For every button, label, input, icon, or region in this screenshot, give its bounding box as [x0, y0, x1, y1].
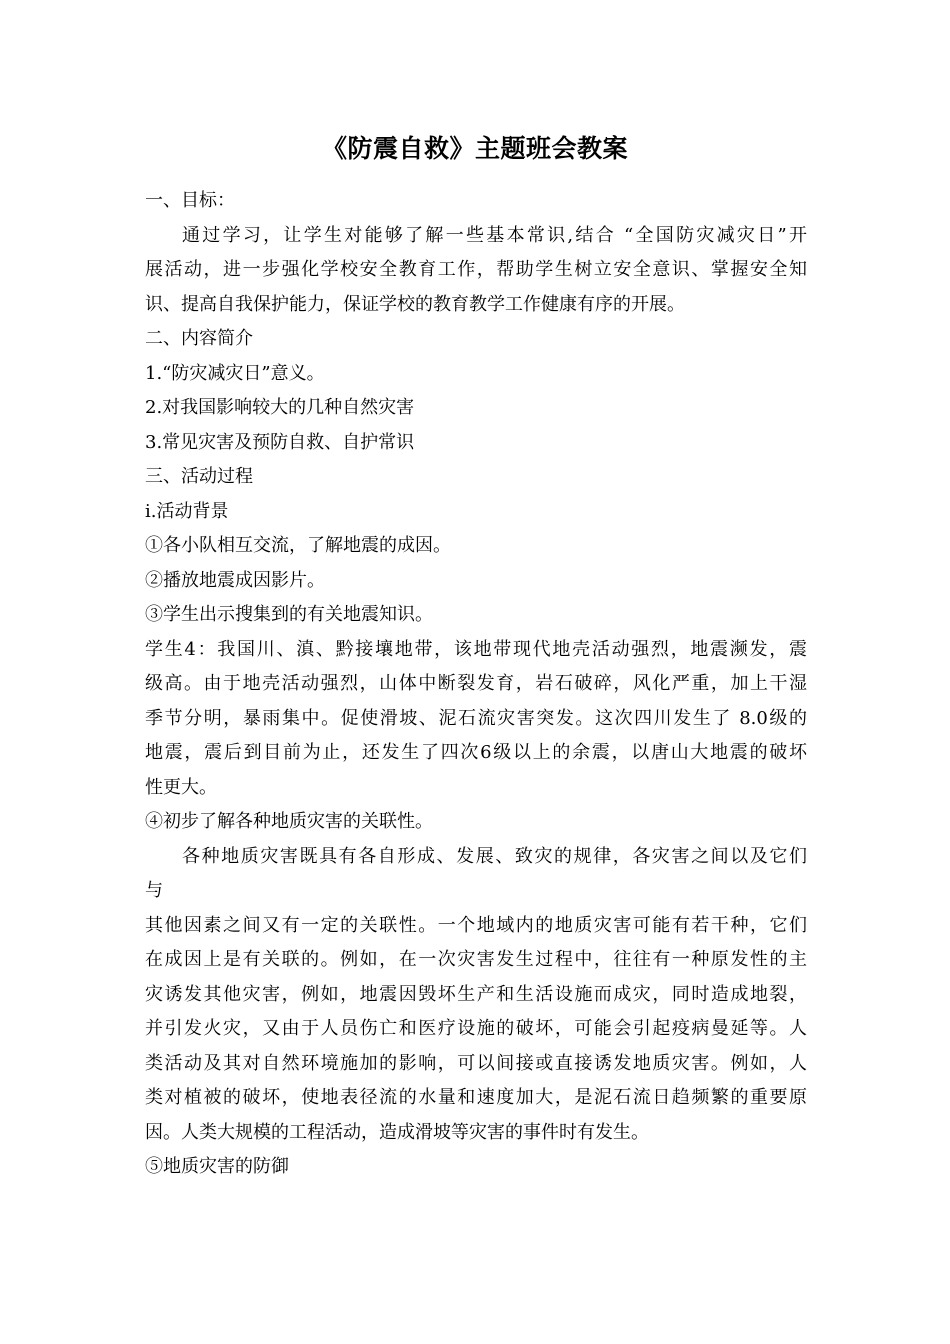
list-item: ②播放地震成因影片。	[145, 569, 325, 591]
paragraph-line: 地震，震后到目前为止，还发生了四次6级以上的余震，以唐山大地震的破坏	[145, 742, 807, 763]
paragraph-line: 级高。由于地壳活动强烈，山体中断裂发育，岩石破碎，风化严重，加上干湿	[145, 673, 807, 694]
paragraph-line: 因。人类大规模的工程活动，造成滑坡等灾害的事件时有发生。	[145, 1121, 649, 1143]
paragraph-line: 通过学习，让学生对能够了解一些基本常识,结合 “全国防灾减灾日”开	[182, 224, 807, 246]
document-title: 《防震自救》主题班会教案	[321, 134, 628, 163]
paragraph-line: 并引发火灾，又由于人员伤亡和医疗设施的破坏，可能会引起疫病曼延等。人	[145, 1018, 807, 1039]
section-heading-process: 三、活动过程	[145, 466, 253, 487]
paragraph-line: 识、提高自我保护能力，保证学校的教育教学工作健康有序的开展。	[145, 293, 685, 315]
paragraph-line: 性更大。	[145, 776, 217, 798]
list-item: ④初步了解各种地质灾害的关联性。	[145, 811, 433, 832]
paragraph-line: 灾诱发其他灾害，例如，地震因毁坏生产和生活设施而成灾，同时造成地裂，	[145, 983, 807, 1005]
list-item: 2.对我国影响较大的几种自然灾害	[145, 397, 415, 418]
list-item: ③学生出示搜集到的有关地震知识。	[145, 604, 433, 625]
list-item: 3.常见灾害及预防自救、自护常识	[145, 431, 415, 453]
paragraph-line: 其他因素之间又有一定的关联性。一个地域内的地质灾害可能有若干种，它们	[145, 914, 807, 936]
paragraph-line: 展活动，进一步强化学校安全教育工作，帮助学生树立安全意识、掌握安全知	[145, 259, 807, 280]
list-item: ⑤地质灾害的防御	[145, 1156, 289, 1177]
list-item: 1.“防灾减灾日”意义。	[145, 362, 325, 384]
paragraph-line: 在成因上是有关联的。例如，在一次灾害发生过程中，往往有一种原发性的主	[145, 949, 807, 970]
list-item: ①各小队相互交流，了解地震的成因。	[145, 535, 451, 556]
document-body	[145, 184, 807, 1185]
paragraph-line: 与	[145, 880, 163, 901]
paragraph-line: 季节分明，暴雨集中。促使滑坡、泥石流灾害突发。这次四川发生了 8.0级的	[145, 707, 807, 729]
section-heading-goals: 一、目标：	[145, 190, 235, 211]
section-heading-content: 二、内容简介	[145, 328, 253, 349]
paragraph-line: 类对植被的破坏，使地表径流的水量和速度加大，是泥石流日趋频繁的重要原	[145, 1087, 807, 1108]
paragraph-line: 类活动及其对自然环境施加的影响，可以间接或直接诱发地质灾害。例如，人	[145, 1052, 807, 1074]
paragraph-line: 各种地质灾害既具有各自形成、发展、致灾的规律，各灾害之间以及它们	[182, 845, 807, 867]
paragraph-line: 学生4：我国川、滇、黔接壤地带，该地带现代地壳活动强烈，地震濒发，震	[145, 638, 807, 660]
subsection-heading: ⅰ.活动背景	[145, 500, 229, 522]
